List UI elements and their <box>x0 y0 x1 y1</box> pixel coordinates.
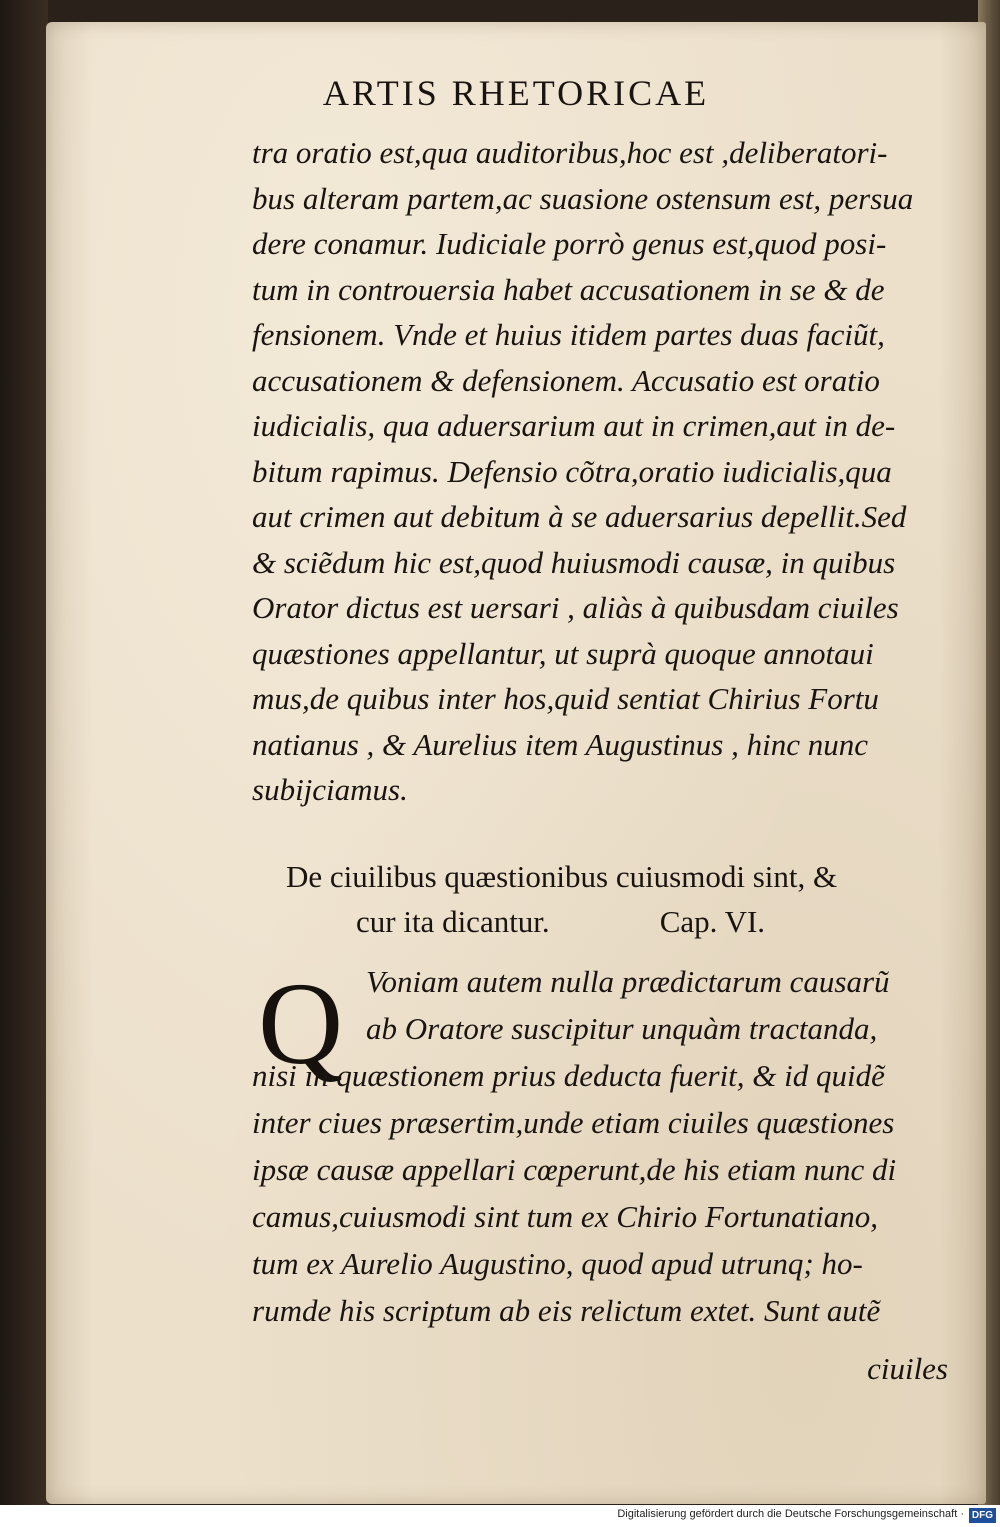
chapter-heading-line-1: De ciuilibus quæstionibus cuiusmodi sint, & <box>286 859 838 894</box>
chapter-text <box>252 958 972 1334</box>
text-line: & sciẽdum hic est,quod huiusmodi causæ, in quibus <box>252 544 896 580</box>
text-line: tum ex Aurelio Augustino, quod apud utrunq; ho- <box>252 1246 863 1281</box>
text-line: fensionem. Vnde et huius itidem partes duas faciũt, <box>252 317 885 352</box>
text-line: dere conamur. Iudiciale porrò genus est,quod posi- <box>252 226 887 261</box>
text-line: aut crimen aut debitum à se aduersarius depellit.Sed <box>252 499 907 534</box>
dfg-logo-icon: DFG <box>969 1508 996 1523</box>
text-line: mus,de quibus inter hos,quid sentiat Chirius Fortu <box>252 681 879 716</box>
chapter-number: Cap. VI. <box>659 904 766 939</box>
text-line: bitum rapimus. Defensio cõtra,oratio iudicialis,qua <box>252 453 892 489</box>
funding-credit: Digitalisierung gefördert durch die Deutsche Forschungsgemeinschaft · <box>617 1508 964 1520</box>
chapter-heading-title-end: cur ita dicantur. <box>356 904 550 939</box>
text-line: Voniam autem nulla prædictarum causarũ <box>366 964 890 999</box>
text-line: iudicialis, qua aduersarium aut in crimen,aut in de- <box>252 408 896 443</box>
text-line: rumde his scriptum ab eis relictum extet. Sunt autẽ <box>252 1293 881 1328</box>
text-line: subijciamus. <box>252 772 408 807</box>
text-line: quæstiones appellantur, ut suprà quoque annotaui <box>252 635 874 671</box>
catchword: ciuiles <box>867 1351 948 1386</box>
body-text <box>252 130 972 813</box>
text-line: ipsæ causæ appellari cœperunt,de his etiam nunc di <box>252 1152 897 1187</box>
running-head: ARTIS RHETORICAE <box>322 73 710 113</box>
text-line: natianus , & Aurelius item Augustinus , hinc nunc <box>252 726 868 762</box>
text-line: ab Oratore suscipitur unquàm tractanda, <box>366 1011 878 1046</box>
chapter-heading-line-2 <box>286 899 1000 944</box>
text-line: inter ciues præsertim,unde etiam ciuiles quæstiones <box>252 1105 895 1140</box>
book-page <box>46 22 986 1504</box>
text-line: tra oratio est,qua auditoribus,hoc est ,deliberatori- <box>252 135 888 170</box>
text-line: nisi in quæstionem prius deducta fuerit, & id quidẽ <box>252 1058 885 1093</box>
text-line: camus,cuiusmodi sint tum ex Chirio Fortunatiano, <box>252 1199 879 1234</box>
drop-cap-initial: Q <box>258 958 344 1089</box>
text-line: tum in controuersia habet accusationem in se & de <box>252 271 885 307</box>
text-line: accusationem & defensionem. Accusatio est oratio <box>252 362 880 398</box>
chapter-heading <box>286 854 1000 944</box>
text-line: bus alteram partem,ac suasione ostensum est, persua <box>252 180 914 216</box>
text-line: Orator dictus est uersari , aliàs à quibusdam ciuiles <box>252 590 899 625</box>
scan-background-left <box>0 0 48 1505</box>
